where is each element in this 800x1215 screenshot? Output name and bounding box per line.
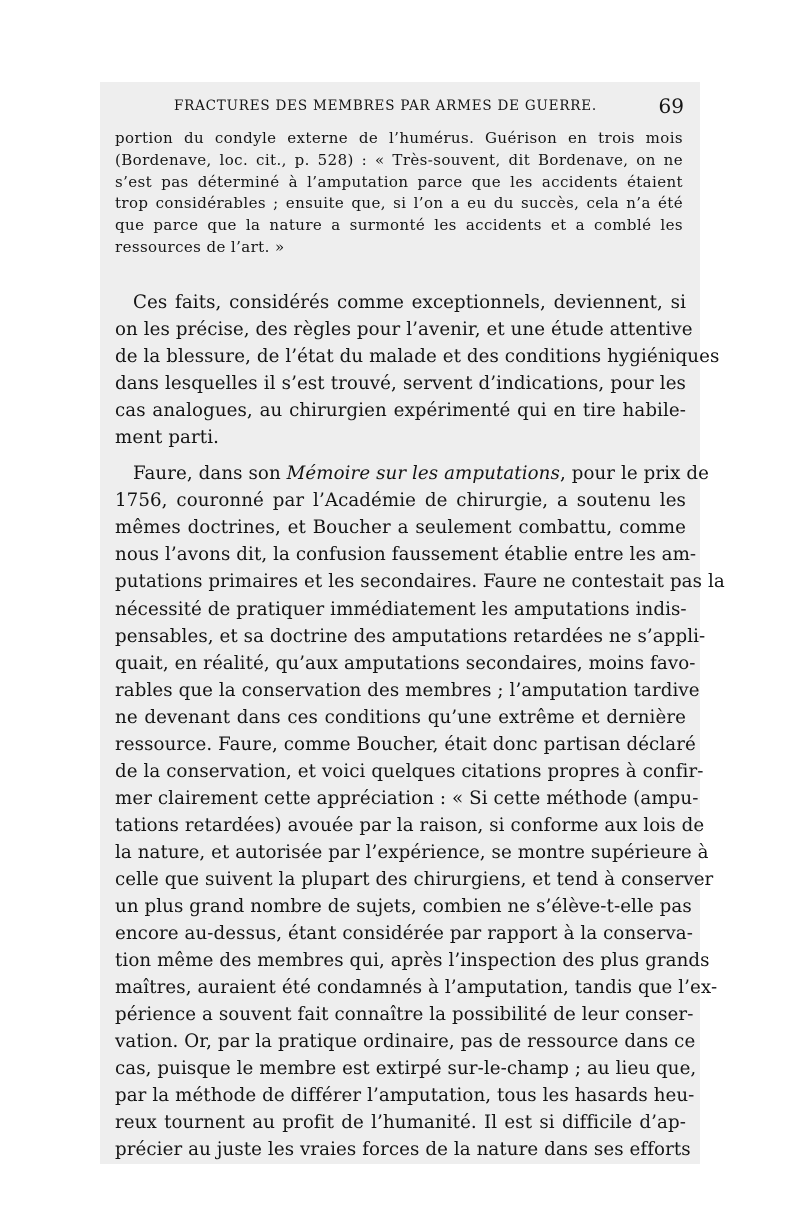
- text-line: vation. Or, par la pratique ordinaire, pas de ressource dans ce: [115, 1031, 696, 1053]
- text-line: la nature, et autorisée par l’expérience, se montre supérieure à: [115, 841, 709, 863]
- text-line: mêmes doctrines, et Boucher a seulement combattu, comme: [115, 517, 686, 539]
- text-run: Faure, dans son: [133, 463, 287, 485]
- paragraph-1: [115, 289, 720, 451]
- text-line: pensables, et sa doctrine des amputations retardées ne s’appli-: [115, 625, 706, 647]
- text-line: ressources de l’art. »: [115, 237, 285, 256]
- text-line: de la blessure, de l’état du malade et des conditions hygiéniques: [115, 346, 720, 368]
- text-line: rables que la conservation des membres ; l’amputation tardive: [115, 679, 700, 701]
- text-line: cas, puisque le membre est extirpé sur-le-champ ; au lieu que,: [115, 1058, 697, 1080]
- text-line: putations primaires et les secondaires. Faure ne contestait pas la: [115, 571, 725, 593]
- text-line: que parce que la nature a surmonté les accidents et a comblé les: [115, 216, 683, 235]
- text-line: précier au juste les vraies forces de la nature dans ses efforts: [115, 1139, 691, 1161]
- text-line: ment parti.: [115, 427, 219, 449]
- text-line: (Bordenave, loc. cit., p. 528) : « Très-souvent, dit Bordenave, on ne: [115, 150, 683, 169]
- text-line: encore au-dessus, étant considérée par rapport à la conserva-: [115, 923, 693, 945]
- text-line: Ces faits, considérés comme exceptionnels, deviennent, si: [133, 292, 686, 313]
- paragraph-2: [115, 460, 725, 1163]
- text-line: on les précise, des règles pour l’avenir, et une étude attentive: [115, 319, 693, 341]
- text-line: périence a souvent fait connaître la possibilité de leur conser-: [115, 1004, 694, 1026]
- body-text: [115, 289, 725, 1164]
- text-line: cas analogues, au chirurgien expérimenté qui en tire habile-: [115, 400, 686, 422]
- text-line: s’est pas déterminé à l’amputation parce que les accidents étaient: [115, 172, 683, 191]
- page-number: 69: [658, 94, 684, 118]
- text-line: tion même des membres qui, après l’inspection des plus grands: [115, 950, 710, 972]
- page-header: [112, 96, 684, 118]
- text-line: de la conservation, et voici quelques citations propres à confir-: [115, 760, 704, 782]
- text-line: par la méthode de différer l’amputation, tous les hasards heu-: [115, 1085, 695, 1107]
- text-line: nécessité de pratiquer immédiatement les amputations indis-: [115, 598, 687, 620]
- text-line: portion du condyle externe de l’humérus. Guérison en trois mois: [115, 129, 683, 147]
- text-line: ne devenant dans ces conditions qu’une extrême et dernière: [115, 706, 686, 728]
- text-line: nous l’avons dit, la confusion faussement établie entre les am-: [115, 544, 697, 566]
- text-line: dans lesquelles il s’est trouvé, servent d’indications, pour les: [115, 373, 686, 395]
- text-line: quait, en réalité, qu’aux amputations secondaires, moins favo-: [115, 652, 696, 674]
- text-run: , pour le prix de: [559, 463, 709, 485]
- text-line: maîtres, auraient été condamnés à l’amputation, tandis que l’ex-: [115, 977, 718, 999]
- text-line: un plus grand nombre de sujets, combien ne s’élève-t-elle pas: [115, 896, 692, 918]
- text-line: mer clairement cette appréciation : « Si cette méthode (ampu-: [115, 787, 699, 809]
- text-line: tations retardées) avouée par la raison, si conforme aux lois de: [115, 814, 705, 836]
- book-title: Mémoire sur les amputations: [286, 463, 560, 485]
- text-line: ressource. Faure, comme Boucher, était donc partisan déclaré: [115, 733, 696, 755]
- running-title: FRACTURES DES MEMBRES PAR ARMES DE GUERRE.: [174, 98, 597, 114]
- quote-block: [115, 128, 683, 259]
- text-line: celle que suivent la plupart des chirurgiens, et tend à conserver: [115, 868, 714, 890]
- text-line: trop considérables ; ensuite que, si l’on a eu du succès, cela n’a été: [115, 194, 683, 213]
- text-line: [115, 460, 709, 487]
- text-line: reux tournent au profit de l’humanité. Il est si difficile d’ap-: [115, 1112, 686, 1134]
- text-line: 1756, couronné par l’Académie de chirurgie, a soutenu les: [115, 490, 686, 512]
